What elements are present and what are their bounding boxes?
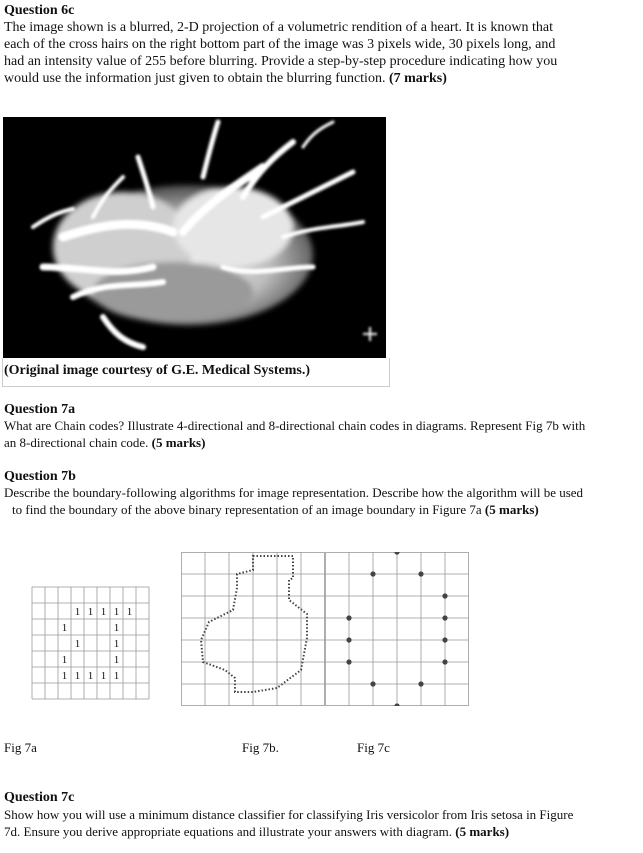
q7c-line-1: Show how you will use a minimum distance classifier for classifying Iris versicolor from Iris setosa in Figure	[4, 807, 574, 822]
fig7a-cell: 1	[100, 670, 107, 682]
q7a-body	[4, 417, 640, 451]
heart-image-svg	[3, 117, 386, 358]
heart-image	[3, 117, 386, 358]
q7b-body	[4, 484, 640, 518]
fig7a-cell: 1	[126, 606, 133, 618]
fig7a-cell: 1	[113, 622, 120, 634]
q7b-line-1: Describe the boundary-following algorithms for image representation. Describe how the algorithm will be used	[4, 485, 584, 500]
fig7c-node	[346, 659, 351, 664]
fig7a-cell: 1	[74, 606, 81, 618]
fig7c-node	[370, 571, 375, 576]
fig7c-node	[346, 615, 351, 620]
fig7a-grid	[27, 582, 157, 700]
q7a-line-2: an 8-directional chain code.	[4, 435, 149, 450]
fig7c-node	[418, 681, 423, 686]
fig7c-label: Fig 7c	[357, 740, 390, 755]
fig7a-cell: 1	[113, 654, 120, 666]
q7c-line-2: 7d. Ensure you derive appropriate equations and illustrate your answers with diagram.	[4, 824, 453, 839]
q6c-line-4: would use the information just given to obtain the blurring function.	[4, 71, 386, 86]
q7c-marks: (5 marks)	[455, 824, 510, 839]
q6c-line-1: The image shown is a blurred, 2-D projection of a volumetric rendition of a heart. It is known that	[4, 20, 553, 35]
fig7a-cell: 1	[87, 606, 94, 618]
q7b-title: Question 7b	[4, 469, 76, 484]
q6c-line-2: each of the cross hairs on the right bottom part of the image was 3 pixels wide, 30 pixels long, and	[4, 37, 556, 52]
image-caption: (Original image courtesy of G.E. Medical Systems.)	[4, 363, 311, 378]
fig7a-cell: 1	[113, 670, 120, 682]
q7a-line-1: What are Chain codes? Illustrate 4-directional and 8-directional chain codes in diagrams. Represent Fig 7b with	[4, 418, 586, 433]
fig7c-node	[442, 637, 447, 642]
fig7c-node	[370, 681, 375, 686]
fig7a-cell: 1	[87, 670, 94, 682]
fig7b-grid	[181, 552, 325, 706]
q6c-body	[4, 19, 636, 87]
fig7c-node	[418, 571, 423, 576]
fig7a-cell: 1	[61, 670, 68, 682]
q6c-line-3: had an intensity value of 255 before blurring. Provide a step-by-step procedure indicating how you	[4, 54, 558, 69]
q7a-marks: (5 marks)	[151, 435, 206, 450]
fig7a-label: Fig 7a	[4, 740, 37, 755]
fig7c-grid	[325, 552, 469, 706]
fig7c-node	[442, 615, 447, 620]
q7b-marks: (5 marks)	[484, 502, 539, 517]
q7c-body	[4, 806, 640, 840]
fig7c-node	[394, 703, 399, 706]
q7a-title: Question 7a	[4, 402, 76, 417]
fig7c-node	[442, 593, 447, 598]
fig7a-cell: 1	[113, 638, 120, 650]
fig7a-cell: 1	[100, 606, 107, 618]
q7b-line-2: to find the boundary of the above binary representation of an image boundary in Figure 7a	[12, 502, 482, 517]
crosshair-icon	[363, 327, 377, 341]
fig7a-cell: 1	[61, 622, 68, 634]
fig7b-boundary	[201, 556, 307, 692]
fig7b-label: Fig 7b.	[242, 740, 279, 755]
fig7a-cell: 1	[74, 638, 81, 650]
fig7a-cell: 1	[61, 654, 68, 666]
fig7c-node	[346, 637, 351, 642]
q7c-title: Question 7c	[4, 790, 75, 805]
q6c-title: Question 6c	[4, 3, 75, 18]
fig7a-cell: 1	[74, 670, 81, 682]
fig7a-cell: 1	[113, 606, 120, 618]
fig7c-node	[442, 659, 447, 664]
q6c-marks: (7 marks)	[388, 71, 447, 86]
fig7c-node	[394, 552, 399, 555]
